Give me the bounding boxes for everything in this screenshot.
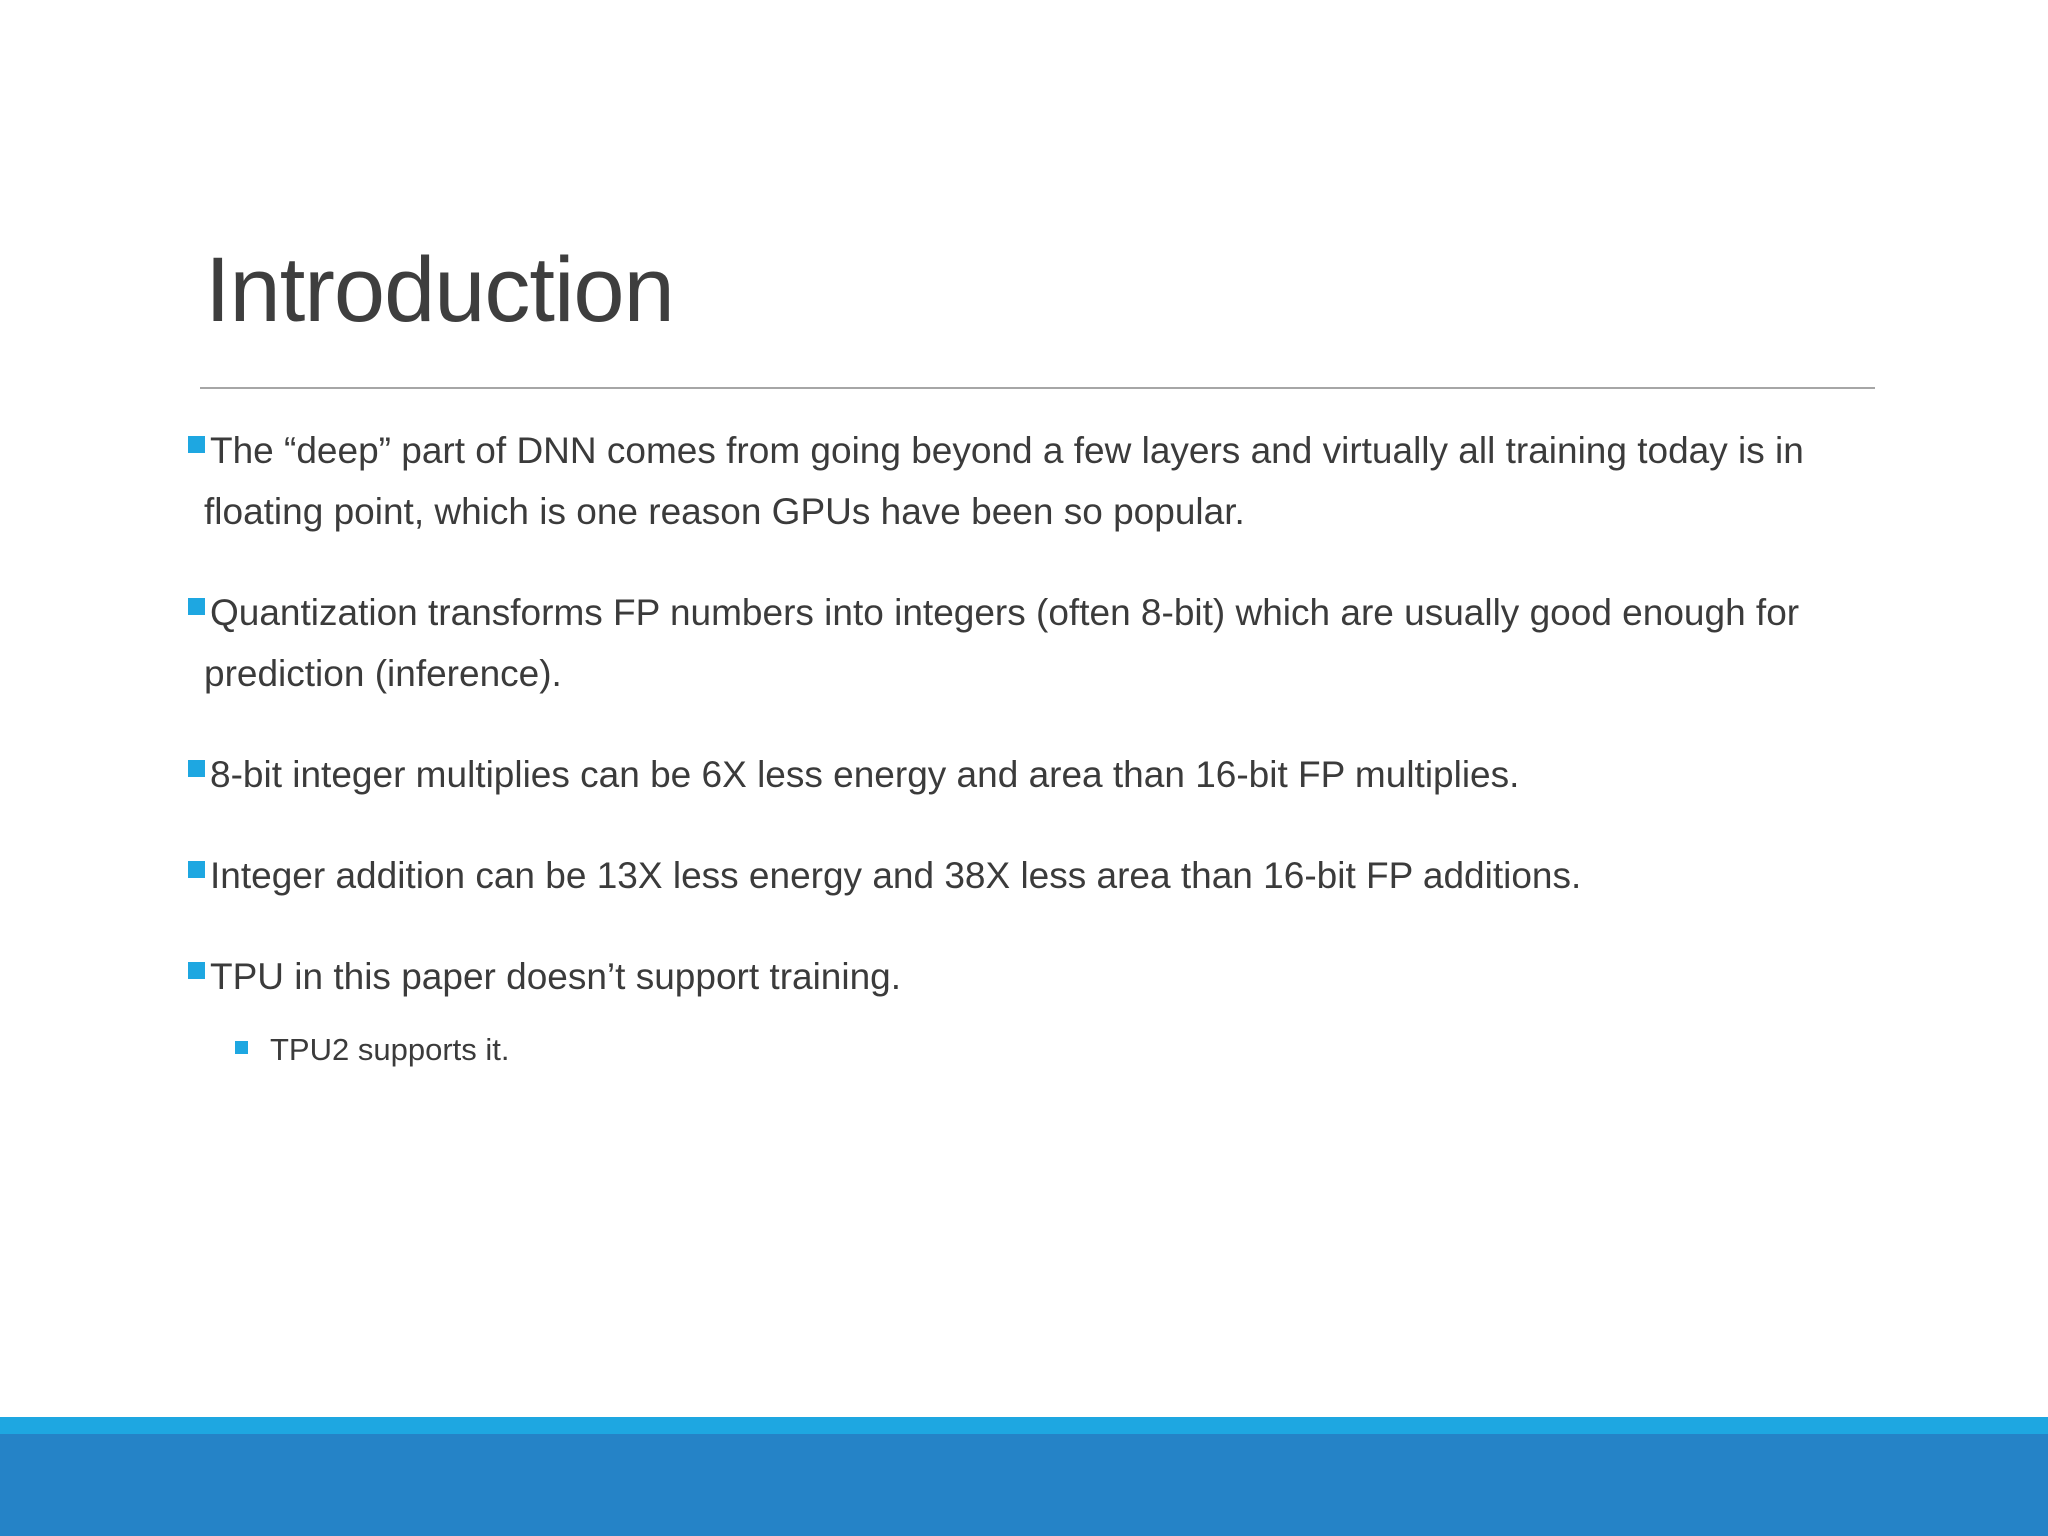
title-divider	[200, 387, 1875, 389]
bullet-item	[188, 845, 1888, 906]
bullet-text-line: 8-bit integer multiplies can be 6X less energy and area than 16-bit FP multiplies.	[210, 754, 1520, 795]
square-bullet-icon	[235, 1041, 248, 1054]
square-bullet-icon	[188, 598, 205, 615]
bullet-text-line: Integer addition can be 13X less energy and 38X less area than 16-bit FP additions.	[210, 855, 1582, 896]
bullet-item	[188, 582, 1888, 704]
bullet-item	[188, 946, 1888, 1007]
square-bullet-icon	[188, 436, 205, 453]
bullet-text-line: floating point, which is one reason GPUs have been so popular.	[204, 491, 1245, 532]
square-bullet-icon	[188, 962, 205, 979]
bullet-item	[188, 744, 1888, 805]
square-bullet-icon	[188, 760, 205, 777]
footer-bar	[0, 1434, 2048, 1536]
square-bullet-icon	[188, 861, 205, 878]
footer-accent-bar	[0, 1417, 2048, 1434]
bullet-text-line: Quantization transforms FP numbers into integers (often 8-bit) which are usually good enough for	[210, 592, 1800, 633]
bullet-item	[188, 420, 1888, 542]
bullet-text-line: prediction (inference).	[204, 653, 562, 694]
sub-bullet-list	[188, 1019, 1888, 1080]
sub-bullet-group	[188, 1019, 1888, 1080]
sub-bullet-text: TPU2 supports it.	[270, 1032, 510, 1067]
sub-bullet-item	[188, 1019, 1888, 1080]
bullet-text-line: The “deep” part of DNN comes from going beyond a few layers and virtually all training today is in	[210, 430, 1804, 471]
slide-title: Introduction	[205, 239, 674, 341]
bullet-list	[188, 420, 1888, 1080]
bullet-text-line: TPU in this paper doesn’t support training.	[210, 956, 902, 997]
